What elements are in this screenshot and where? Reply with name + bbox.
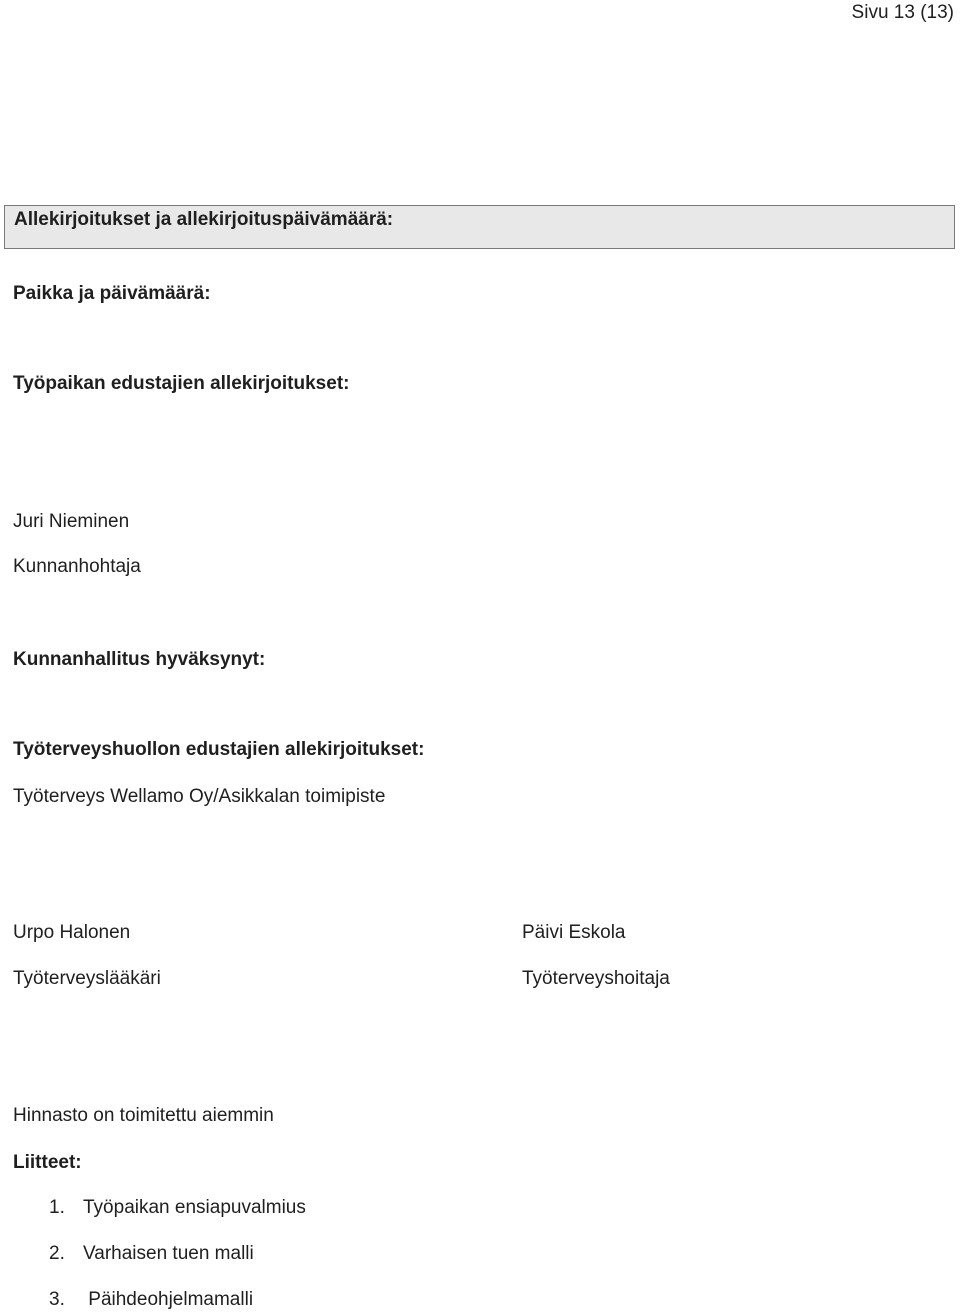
attachment-item [49,1288,253,1312]
doctor-name: Urpo Halonen [13,922,131,943]
doctor-title: Työterveyslääkäri [13,968,161,989]
pricing-note: Hinnasto on toimitettu aiemmin [13,1105,274,1126]
section-title: Allekirjoitukset ja allekirjoituspäivämäärä: [14,209,394,230]
health-signatures-label: Työterveyshuollon edustajien allekirjoitukset: [13,739,425,760]
attachment-text: Työpaikan ensiapuvalmius [83,1197,306,1218]
health-organization: Työterveys Wellamo Oy/Asikkalan toimipiste [13,786,386,807]
attachment-item [49,1196,306,1220]
council-approval-label: Kunnanhallitus hyväksynyt: [13,649,266,670]
workplace-signatures-label: Työpaikan edustajien allekirjoitukset: [13,373,350,394]
attachment-number: 3. [49,1289,65,1310]
nurse-name: Päivi Eskola [522,922,626,943]
attachment-item [49,1242,254,1266]
page-number: Sivu 13 (13) [851,2,954,23]
nurse-title: Työterveyshoitaja [522,968,670,989]
workplace-signer-name: Juri Nieminen [13,511,130,532]
attachment-text: Päihdeohjelmamalli [83,1289,254,1310]
attachment-text: Varhaisen tuen malli [83,1243,254,1264]
attachment-number: 1. [49,1197,65,1218]
workplace-signer-title: Kunnanhohtaja [13,556,141,577]
place-date-label: Paikka ja päivämäärä: [13,283,211,304]
attachments-label: Liitteet: [13,1152,82,1173]
section-header [4,205,955,249]
attachment-number: 2. [49,1243,65,1264]
